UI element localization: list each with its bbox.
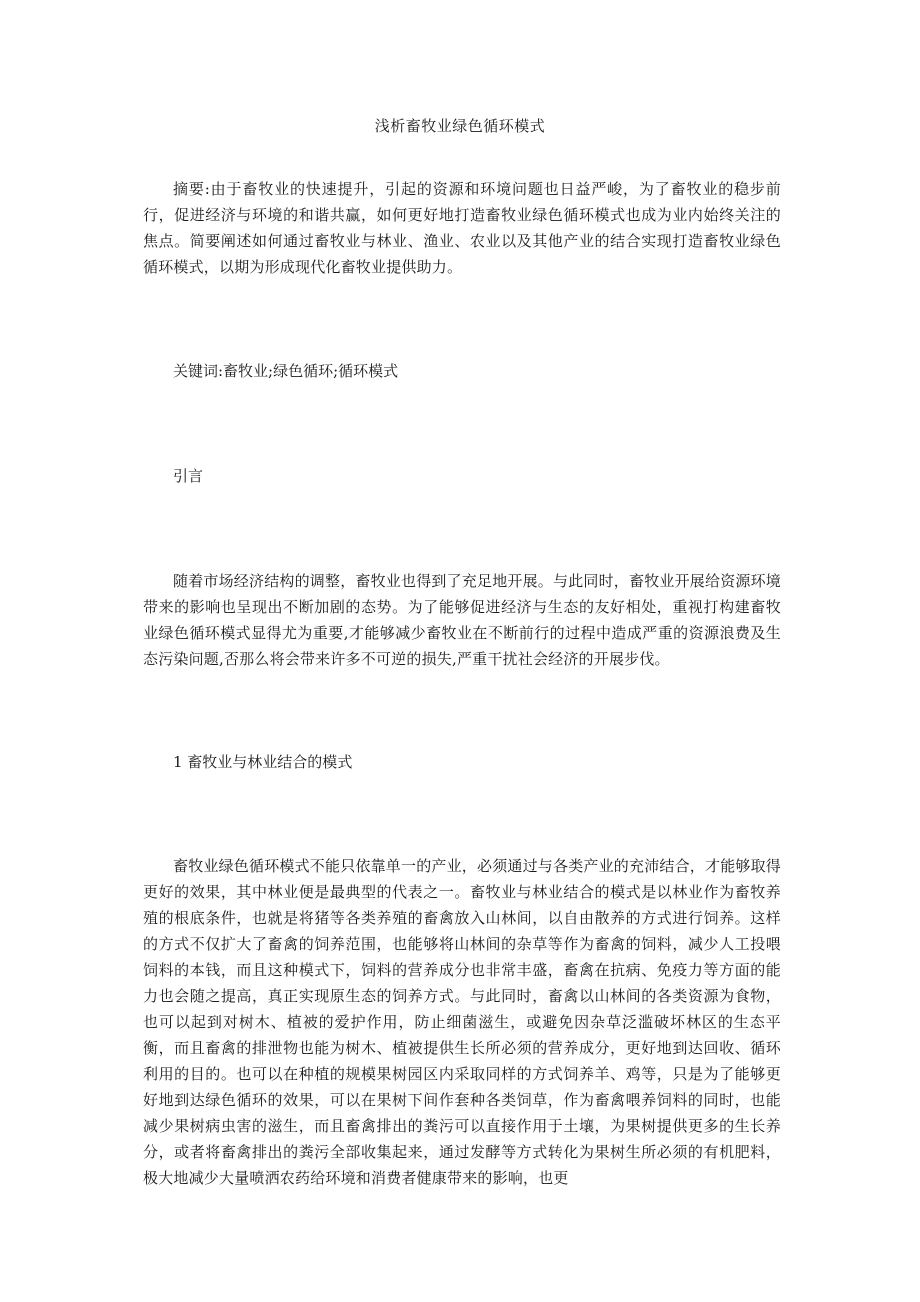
document-title: 浅析畜牧业绿色循环模式	[374, 117, 546, 135]
keywords-line: 关键词:畜牧业;绿色循环;循环模式	[173, 362, 399, 380]
section1-heading: 1 畜牧业与林业结合的模式	[173, 753, 353, 771]
intro-heading: 引言	[173, 467, 204, 485]
section1-paragraph: 畜牧业绿色循环模式不能只依靠单一的产业，必须通过与各类产业的充沛结合，才能够取得更好的效果，其中林业便是最典型的代表之一。畜牧业与林业结合的模式是以林业作为畜牧养殖的根底条件，也就是将猪等各类养殖的畜禽放入山林间，以自由散养的方式进行饲养。这样的方式不仅扩大了畜禽的饲养范围，也能够将山林间的杂草等作为畜禽的饲料，减少人工投喂饲料的本钱，而且这种模式下，饲料的营养成分也非常丰盛，畜禽在抗病、免疫力等方面的能力也会随之提高，真正实现原生态的饲养方式。与此同时，畜禽以山林间的各类资源为食物，也可以起到对树木、植被的爱护作用，防止细菌滋生，或避免因杂草泛滥破坏林区的生态平衡，而且畜禽的排泄物也能为树木、植被提供生长所必须的营养成分，更好地到达回收、循环利用的目的。也可以在种植的规模果树园区内采取同样的方式饲养羊、鸡等，只是为了能够更好地到达绿色循环的效果，可以在果树下间作套种各类饲草，作为畜禽喂养饲料的同时，也能减少果树病虫害的滋生，而且畜禽排出的粪污可以直接作用于土壤，为果树提供更多的生长养分，或者将畜禽排出的粪污全部收集起来，通过发酵等方式转化为果树生所必须的有机肥料，极大地减少大量喷洒农药给环境和消费者健康带来的影响，也更	[143, 857, 782, 1187]
intro-paragraph: 随着市场经济结构的调整，畜牧业也得到了充足地开展。与此同时，畜牧业开展给资源环境带来的影响也呈现出不断加剧的态势。为了能够促进经济与生态的友好相处，重视打构建畜牧业绿色循环模式显得尤为重要,才能够减少畜牧业在不断前行的过程中造成严重的资源浪费及生态污染问题,否那么将会带来许多不可逆的损失,严重干扰社会经济的开展步伐。	[143, 572, 782, 668]
abstract-paragraph: 摘要:由于畜牧业的快速提升，引起的资源和环境问题也日益严峻，为了畜牧业的稳步前行，促进经济与环境的和谐共赢，如何更好地打造畜牧业绿色循环模式也成为业内始终关注的焦点。简要阐述如何通过畜牧业与林业、渔业、农业以及其他产业的结合实现打造畜牧业绿色循环模式，以期为形成现代化畜牧业提供助力。	[143, 180, 781, 276]
